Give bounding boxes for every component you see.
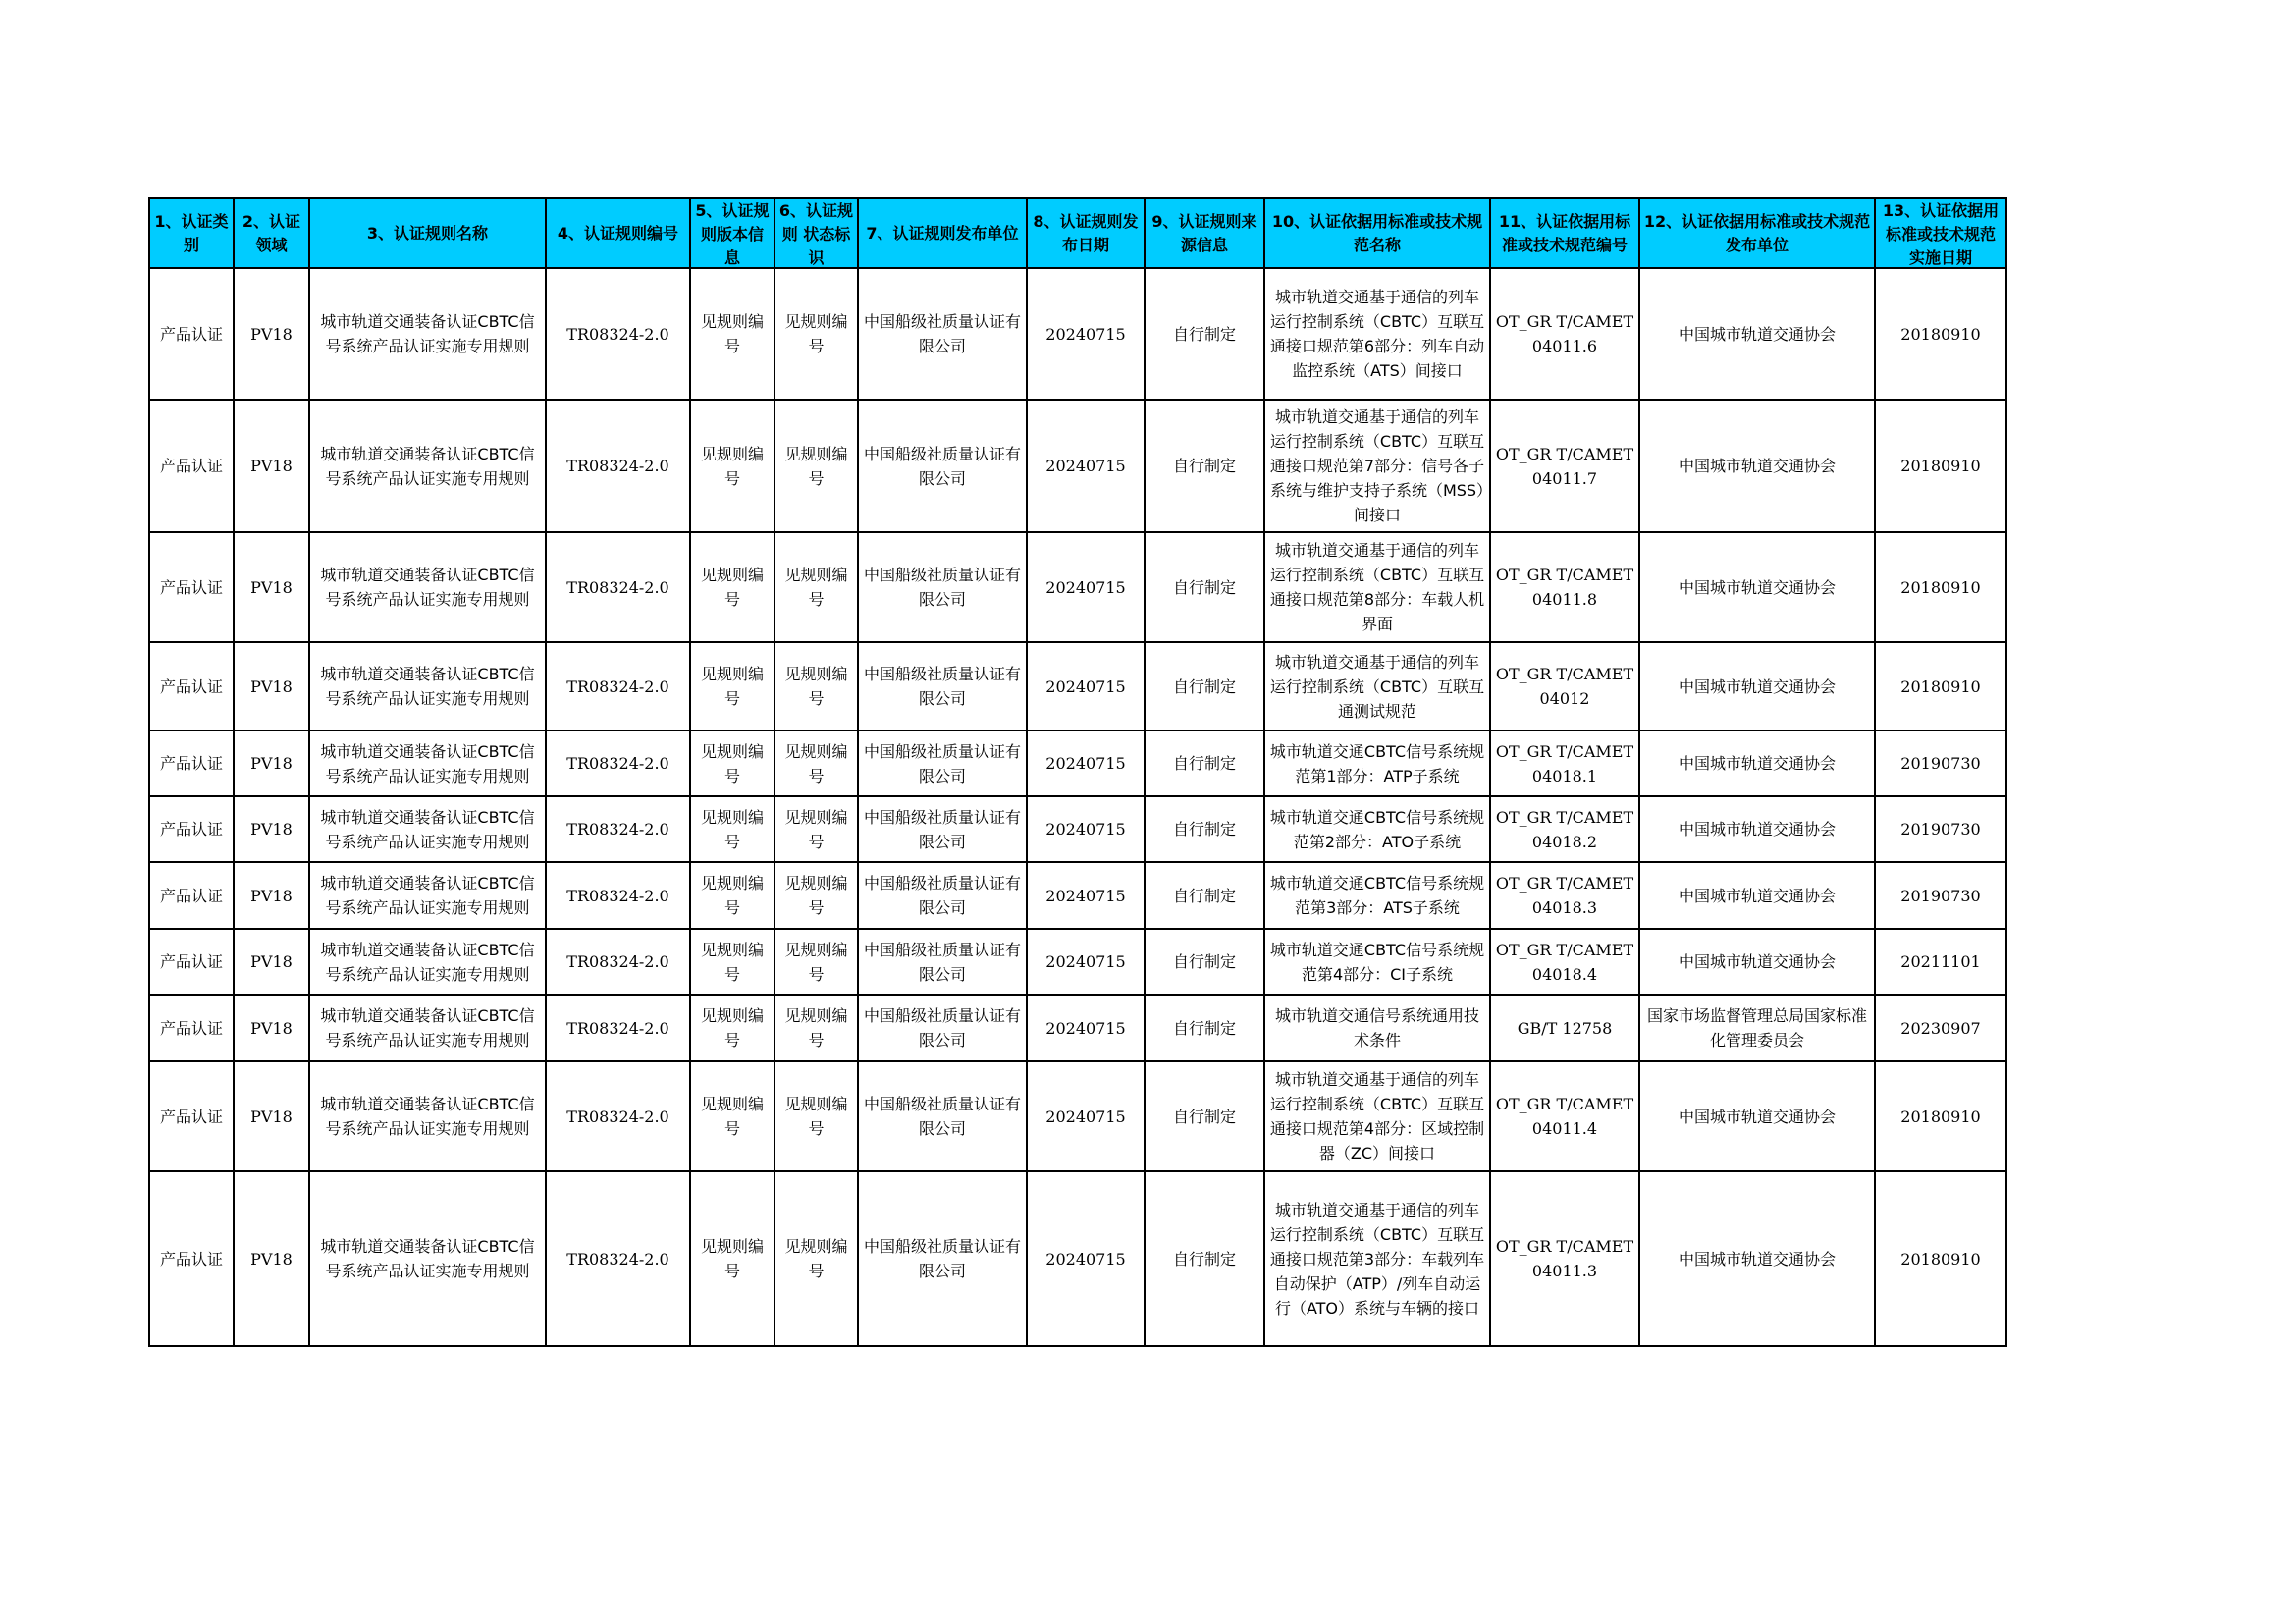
cell-std-name: 城市轨道交通基于通信的列车运行控制系统（CBTC）互联互通接口规范第8部分：车载人机界面	[1264, 532, 1490, 642]
cell-field: PV18	[234, 1061, 309, 1171]
cell-rule-name: 城市轨道交通装备认证CBTC信号系统产品认证实施专用规则	[309, 268, 546, 400]
cell-impl-date: 20211101	[1875, 929, 2006, 995]
cell-rule-no: TR08324-2.0	[546, 400, 690, 532]
cell-publisher: 中国船级社质量认证有限公司	[858, 730, 1027, 796]
cell-std-no: OT_GR T/CAMET 04012	[1490, 642, 1639, 730]
header-cell: 11、认证依据用标准或技术规范编号	[1490, 198, 1639, 268]
cell-version: 见规则编号	[690, 1171, 774, 1346]
cell-rule-no: TR08324-2.0	[546, 995, 690, 1061]
cell-category: 产品认证	[149, 642, 234, 730]
cell-publisher: 中国船级社质量认证有限公司	[858, 929, 1027, 995]
cell-std-no: OT_GR T/CAMET 04011.4	[1490, 1061, 1639, 1171]
cell-rule-no: TR08324-2.0	[546, 862, 690, 929]
cell-field: PV18	[234, 730, 309, 796]
cell-version: 见规则编号	[690, 730, 774, 796]
cell-std-publisher: 中国城市轨道交通协会	[1639, 929, 1875, 995]
cell-source: 自行制定	[1145, 929, 1264, 995]
cell-version: 见规则编号	[690, 929, 774, 995]
cell-version: 见规则编号	[690, 1061, 774, 1171]
header-cell: 5、认证规则版本信息	[690, 198, 774, 268]
cell-std-publisher: 中国城市轨道交通协会	[1639, 642, 1875, 730]
cell-status: 见规则编号	[774, 1061, 858, 1171]
cell-rule-no: TR08324-2.0	[546, 929, 690, 995]
cell-publisher: 中国船级社质量认证有限公司	[858, 400, 1027, 532]
cell-publisher: 中国船级社质量认证有限公司	[858, 642, 1027, 730]
cell-rule-name: 城市轨道交通装备认证CBTC信号系统产品认证实施专用规则	[309, 1061, 546, 1171]
cell-rule-name: 城市轨道交通装备认证CBTC信号系统产品认证实施专用规则	[309, 400, 546, 532]
cell-version: 见规则编号	[690, 995, 774, 1061]
cell-rule-name: 城市轨道交通装备认证CBTC信号系统产品认证实施专用规则	[309, 862, 546, 929]
table-row	[149, 1061, 2006, 1171]
cell-version: 见规则编号	[690, 796, 774, 862]
cell-rule-name: 城市轨道交通装备认证CBTC信号系统产品认证实施专用规则	[309, 1171, 546, 1346]
cell-publish-date: 20240715	[1027, 796, 1145, 862]
cell-std-name: 城市轨道交通基于通信的列车运行控制系统（CBTC）互联互通接口规范第4部分：区域控制器（ZC）间接口	[1264, 1061, 1490, 1171]
cell-std-publisher: 中国城市轨道交通协会	[1639, 862, 1875, 929]
cell-source: 自行制定	[1145, 1061, 1264, 1171]
cell-status: 见规则编号	[774, 1171, 858, 1346]
cell-category: 产品认证	[149, 862, 234, 929]
cell-version: 见规则编号	[690, 268, 774, 400]
cell-std-no: OT_GR T/CAMET 04011.6	[1490, 268, 1639, 400]
cell-publisher: 中国船级社质量认证有限公司	[858, 1171, 1027, 1346]
cell-publisher: 中国船级社质量认证有限公司	[858, 862, 1027, 929]
table-row	[149, 995, 2006, 1061]
cell-category: 产品认证	[149, 1171, 234, 1346]
cell-std-no: OT_GR T/CAMET 04011.8	[1490, 532, 1639, 642]
cell-impl-date: 20180910	[1875, 1171, 2006, 1346]
header-cell: 13、认证依据用标准或技术规范实施日期	[1875, 198, 2006, 268]
cell-publish-date: 20240715	[1027, 400, 1145, 532]
header-cell: 7、认证规则发布单位	[858, 198, 1027, 268]
cell-std-publisher: 中国城市轨道交通协会	[1639, 532, 1875, 642]
header-cell: 8、认证规则发布日期	[1027, 198, 1145, 268]
cell-publisher: 中国船级社质量认证有限公司	[858, 268, 1027, 400]
cell-version: 见规则编号	[690, 532, 774, 642]
cell-field: PV18	[234, 532, 309, 642]
table-row	[149, 532, 2006, 642]
cell-status: 见规则编号	[774, 642, 858, 730]
cell-publish-date: 20240715	[1027, 532, 1145, 642]
cell-std-publisher: 中国城市轨道交通协会	[1639, 730, 1875, 796]
header-cell: 4、认证规则编号	[546, 198, 690, 268]
cell-publisher: 中国船级社质量认证有限公司	[858, 796, 1027, 862]
cell-std-name: 城市轨道交通基于通信的列车运行控制系统（CBTC）互联互通接口规范第7部分：信号各子系统与维护支持子系统（MSS）间接口	[1264, 400, 1490, 532]
cell-category: 产品认证	[149, 995, 234, 1061]
cell-status: 见规则编号	[774, 929, 858, 995]
cell-rule-name: 城市轨道交通装备认证CBTC信号系统产品认证实施专用规则	[309, 730, 546, 796]
cell-rule-name: 城市轨道交通装备认证CBTC信号系统产品认证实施专用规则	[309, 796, 546, 862]
cell-rule-no: TR08324-2.0	[546, 1171, 690, 1346]
cell-category: 产品认证	[149, 1061, 234, 1171]
cell-category: 产品认证	[149, 730, 234, 796]
table-row	[149, 730, 2006, 796]
cell-std-name: 城市轨道交通CBTC信号系统规范第2部分：ATO子系统	[1264, 796, 1490, 862]
cell-source: 自行制定	[1145, 642, 1264, 730]
cell-rule-name: 城市轨道交通装备认证CBTC信号系统产品认证实施专用规则	[309, 929, 546, 995]
cell-impl-date: 20180910	[1875, 532, 2006, 642]
cell-status: 见规则编号	[774, 796, 858, 862]
cell-publisher: 中国船级社质量认证有限公司	[858, 532, 1027, 642]
cell-std-no: OT_GR T/CAMET 04011.3	[1490, 1171, 1639, 1346]
header-cell: 9、认证规则来源信息	[1145, 198, 1264, 268]
cell-source: 自行制定	[1145, 995, 1264, 1061]
cell-rule-no: TR08324-2.0	[546, 730, 690, 796]
cell-category: 产品认证	[149, 268, 234, 400]
cell-field: PV18	[234, 1171, 309, 1346]
cell-status: 见规则编号	[774, 995, 858, 1061]
cell-field: PV18	[234, 796, 309, 862]
cell-std-publisher: 中国城市轨道交通协会	[1639, 796, 1875, 862]
cell-category: 产品认证	[149, 400, 234, 532]
cell-publish-date: 20240715	[1027, 995, 1145, 1061]
cell-rule-name: 城市轨道交通装备认证CBTC信号系统产品认证实施专用规则	[309, 995, 546, 1061]
cell-std-publisher: 中国城市轨道交通协会	[1639, 1171, 1875, 1346]
header-cell: 12、认证依据用标准或技术规范发布单位	[1639, 198, 1875, 268]
header-cell: 1、认证类别	[149, 198, 234, 268]
cell-rule-no: TR08324-2.0	[546, 642, 690, 730]
cell-source: 自行制定	[1145, 862, 1264, 929]
cell-publish-date: 20240715	[1027, 268, 1145, 400]
cell-publisher: 中国船级社质量认证有限公司	[858, 1061, 1027, 1171]
cell-publish-date: 20240715	[1027, 1171, 1145, 1346]
cell-version: 见规则编号	[690, 400, 774, 532]
cell-version: 见规则编号	[690, 642, 774, 730]
cell-std-name: 城市轨道交通CBTC信号系统规范第1部分：ATP子系统	[1264, 730, 1490, 796]
header-cell: 3、认证规则名称	[309, 198, 546, 268]
cell-rule-no: TR08324-2.0	[546, 268, 690, 400]
cell-rule-no: TR08324-2.0	[546, 532, 690, 642]
cell-std-name: 城市轨道交通信号系统通用技术条件	[1264, 995, 1490, 1061]
table-row	[149, 268, 2006, 400]
cell-std-no: OT_GR T/CAMET 04011.7	[1490, 400, 1639, 532]
cell-std-publisher: 中国城市轨道交通协会	[1639, 1061, 1875, 1171]
cell-category: 产品认证	[149, 796, 234, 862]
cell-version: 见规则编号	[690, 862, 774, 929]
cell-category: 产品认证	[149, 929, 234, 995]
cell-field: PV18	[234, 268, 309, 400]
certification-rules-table	[148, 197, 2007, 1347]
cell-publish-date: 20240715	[1027, 929, 1145, 995]
cell-std-no: OT_GR T/CAMET 04018.4	[1490, 929, 1639, 995]
cell-status: 见规则编号	[774, 400, 858, 532]
table-row	[149, 642, 2006, 730]
cell-publisher: 中国船级社质量认证有限公司	[858, 995, 1027, 1061]
table-body	[149, 268, 2006, 1346]
cell-std-no: GB/T 12758	[1490, 995, 1639, 1061]
cell-std-no: OT_GR T/CAMET 04018.2	[1490, 796, 1639, 862]
cell-field: PV18	[234, 642, 309, 730]
cell-std-name: 城市轨道交通CBTC信号系统规范第4部分：CI子系统	[1264, 929, 1490, 995]
cell-std-publisher: 中国城市轨道交通协会	[1639, 400, 1875, 532]
cell-impl-date: 20180910	[1875, 400, 2006, 532]
table-row	[149, 1171, 2006, 1346]
cell-std-publisher: 国家市场监督管理总局国家标准化管理委员会	[1639, 995, 1875, 1061]
cell-source: 自行制定	[1145, 1171, 1264, 1346]
cell-source: 自行制定	[1145, 268, 1264, 400]
header-cell: 2、认证领域	[234, 198, 309, 268]
cell-source: 自行制定	[1145, 532, 1264, 642]
cell-impl-date: 20190730	[1875, 796, 2006, 862]
cell-category: 产品认证	[149, 532, 234, 642]
cell-std-no: OT_GR T/CAMET 04018.1	[1490, 730, 1639, 796]
cell-source: 自行制定	[1145, 796, 1264, 862]
table-row	[149, 400, 2006, 532]
cell-impl-date: 20190730	[1875, 862, 2006, 929]
cell-status: 见规则编号	[774, 862, 858, 929]
cell-impl-date: 20180910	[1875, 268, 2006, 400]
cell-rule-name: 城市轨道交通装备认证CBTC信号系统产品认证实施专用规则	[309, 532, 546, 642]
cell-std-name: 城市轨道交通基于通信的列车运行控制系统（CBTC）互联互通接口规范第3部分：车载列车自动保护（ATP）/列车自动运行（ATO）系统与车辆的接口	[1264, 1171, 1490, 1346]
cell-source: 自行制定	[1145, 730, 1264, 796]
cell-status: 见规则编号	[774, 730, 858, 796]
cell-source: 自行制定	[1145, 400, 1264, 532]
cell-rule-no: TR08324-2.0	[546, 1061, 690, 1171]
cell-impl-date: 20180910	[1875, 1061, 2006, 1171]
cell-publish-date: 20240715	[1027, 862, 1145, 929]
table-row	[149, 862, 2006, 929]
header-row	[149, 198, 2006, 268]
cell-std-name: 城市轨道交通基于通信的列车运行控制系统（CBTC）互联互通接口规范第6部分：列车自动监控系统（ATS）间接口	[1264, 268, 1490, 400]
cell-std-name: 城市轨道交通基于通信的列车运行控制系统（CBTC）互联互通测试规范	[1264, 642, 1490, 730]
cell-field: PV18	[234, 862, 309, 929]
cell-impl-date: 20230907	[1875, 995, 2006, 1061]
cell-publish-date: 20240715	[1027, 642, 1145, 730]
cell-field: PV18	[234, 400, 309, 532]
table-row	[149, 929, 2006, 995]
header-cell: 6、认证规则 状态标识	[774, 198, 858, 268]
cell-publish-date: 20240715	[1027, 1061, 1145, 1171]
cell-field: PV18	[234, 995, 309, 1061]
cell-publish-date: 20240715	[1027, 730, 1145, 796]
cell-impl-date: 20180910	[1875, 642, 2006, 730]
cell-status: 见规则编号	[774, 268, 858, 400]
cell-rule-no: TR08324-2.0	[546, 796, 690, 862]
header-cell: 10、认证依据用标准或技术规范名称	[1264, 198, 1490, 268]
cell-field: PV18	[234, 929, 309, 995]
cell-impl-date: 20190730	[1875, 730, 2006, 796]
cell-rule-name: 城市轨道交通装备认证CBTC信号系统产品认证实施专用规则	[309, 642, 546, 730]
cell-std-no: OT_GR T/CAMET 04018.3	[1490, 862, 1639, 929]
cell-status: 见规则编号	[774, 532, 858, 642]
table-row	[149, 796, 2006, 862]
cell-std-name: 城市轨道交通CBTC信号系统规范第3部分：ATS子系统	[1264, 862, 1490, 929]
cell-std-publisher: 中国城市轨道交通协会	[1639, 268, 1875, 400]
